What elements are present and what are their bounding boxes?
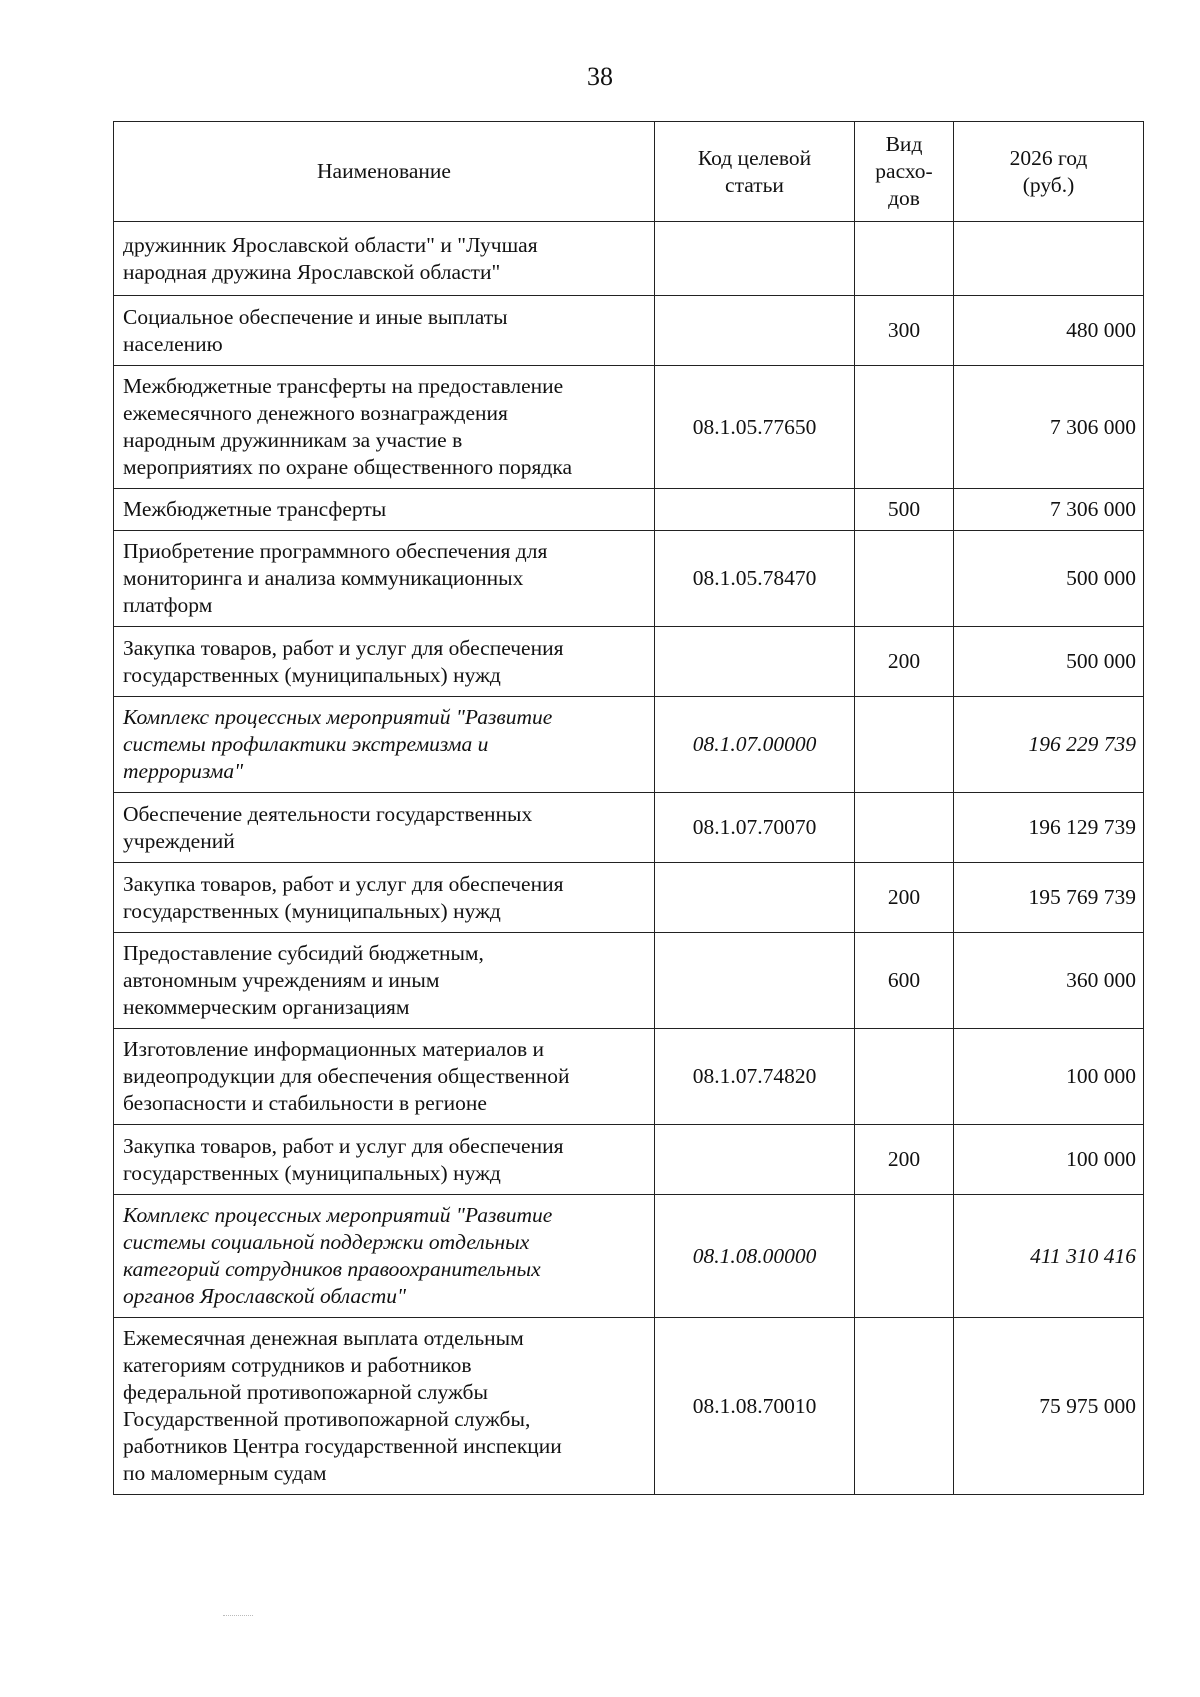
header-code-line: Код целевой [697,145,812,170]
cell-name-line: Социальное обеспечение и иные выплаты [123,304,508,329]
table-row [114,222,1144,296]
cell-name-line: учреждений [123,828,235,853]
cell-kind [855,1195,954,1318]
header-name-text: Наименование [317,159,451,183]
table-row [114,1318,1144,1495]
header-code [655,122,855,222]
cell-sum: 100 000 [954,1125,1144,1195]
cell-name-line: терроризма" [123,759,244,783]
cell-name-line: Закупка товаров, работ и услуг для обеспечения [123,871,564,896]
cell-name-line: мероприятиях по охране общественного порядка [123,455,573,479]
cell-name-line: органов Ярославской области" [123,1284,407,1308]
cell-name-line: работников Центра государственной инспекции [123,1434,562,1458]
cell-name-line: некоммерческим организациям [123,995,410,1019]
cell-name-line: автономным учреждениям и иным [123,968,440,992]
cell-name-line: Межбюджетные трансферты [123,497,387,521]
table-row [114,627,1144,697]
cell-code: 08.1.05.77650 [655,366,855,489]
cell-kind: 200 [855,1125,954,1195]
cell-name-line: дружинник Ярославской области" и "Лучшая [123,232,538,257]
cell-kind [855,793,954,863]
cell-code [655,222,855,296]
budget-table [113,121,1144,1495]
cell-name [114,366,655,489]
cell-kind: 200 [855,627,954,697]
cell-name [114,793,655,863]
cell-kind: 500 [855,489,954,531]
cell-code [655,627,855,697]
cell-name-line: народным дружинникам за участие в [123,428,463,452]
header-sum [954,122,1144,222]
cell-name-line: Закупка товаров, работ и услуг для обеспечения [123,635,564,660]
cell-name-line: категорий сотрудников правоохранительных [123,1257,541,1281]
cell-sum: 480 000 [954,296,1144,366]
table-row [114,697,1144,793]
cell-name-line: народная дружина Ярославской области" [123,259,501,284]
cell-name [114,1029,655,1125]
table-row [114,489,1144,531]
cell-code [655,933,855,1029]
cell-name-line: ежемесячного денежного вознаграждения [123,401,508,425]
cell-kind: 300 [855,296,954,366]
cell-kind: 600 [855,933,954,1029]
table-row [114,531,1144,627]
page-number: 38 [587,62,613,91]
cell-sum [954,222,1144,296]
cell-name [114,531,655,627]
header-sum-line: 2026 год [1009,145,1088,170]
header-sum-line: (руб.) [1022,172,1075,197]
cell-name [114,296,655,366]
cell-name-line: видеопродукции для обеспечения общественной [123,1064,570,1088]
scan-artifact [223,1615,253,1618]
cell-kind [855,531,954,627]
cell-name-line: государственных (муниципальных) нужд [123,1160,501,1185]
cell-code: 08.1.07.00000 [655,697,855,793]
table-row [114,1195,1144,1318]
table-row [114,296,1144,366]
cell-sum: 500 000 [954,627,1144,697]
header-kind-line: Вид [885,132,923,156]
cell-sum: 100 000 [954,1029,1144,1125]
header-code-line: статьи [725,172,784,197]
cell-code: 08.1.07.70070 [655,793,855,863]
cell-sum: 7 306 000 [954,489,1144,531]
cell-name-line: Комплекс процессных мероприятий "Развитие [123,1203,553,1227]
cell-name-line: платформ [123,593,213,617]
cell-kind: 200 [855,863,954,933]
cell-name [114,1318,655,1495]
cell-name-line: Изготовление информационных материалов и [123,1037,545,1061]
cell-code [655,863,855,933]
cell-name-line: Ежемесячная денежная выплата отдельным [123,1326,524,1350]
cell-kind [855,222,954,296]
cell-name-line: мониторинга и анализа коммуникационных [123,566,524,590]
cell-name-line: государственных (муниципальных) нужд [123,898,501,923]
cell-name-line: Обеспечение деятельности государственных [123,801,533,826]
cell-kind [855,1029,954,1125]
cell-name-line: Приобретение программного обеспечения для [123,539,548,563]
cell-name [114,627,655,697]
cell-code: 08.1.08.70010 [655,1318,855,1495]
header-name [114,122,655,222]
header-kind-line: дов [888,186,920,210]
cell-name-line: категориям сотрудников и работников [123,1353,472,1377]
table-body [114,222,1144,1495]
cell-name [114,222,655,296]
table-row [114,1029,1144,1125]
cell-name-line: государственных (муниципальных) нужд [123,662,501,687]
cell-sum: 196 229 739 [954,697,1144,793]
table-row [114,933,1144,1029]
cell-name-line: федеральной противопожарной службы [123,1380,488,1404]
cell-sum: 500 000 [954,531,1144,627]
cell-code [655,1125,855,1195]
cell-name [114,489,655,531]
cell-name [114,933,655,1029]
cell-name [114,863,655,933]
cell-code [655,489,855,531]
cell-sum: 196 129 739 [954,793,1144,863]
cell-sum: 411 310 416 [954,1195,1144,1318]
cell-name-line: безопасности и стабильности в регионе [123,1091,487,1115]
cell-name-line: Предоставление субсидий бюджетным, [123,941,484,965]
cell-name-line: Закупка товаров, работ и услуг для обеспечения [123,1133,564,1158]
cell-sum: 75 975 000 [954,1318,1144,1495]
cell-sum: 7 306 000 [954,366,1144,489]
cell-name-line: Комплекс процессных мероприятий "Развитие [123,705,553,729]
header-kind [855,122,954,222]
cell-sum: 195 769 739 [954,863,1144,933]
cell-name-line: по маломерным судам [123,1461,327,1485]
cell-code [655,296,855,366]
cell-name [114,1125,655,1195]
cell-kind [855,366,954,489]
cell-code: 08.1.07.74820 [655,1029,855,1125]
table-row [114,793,1144,863]
cell-sum: 360 000 [954,933,1144,1029]
cell-name-line: системы социальной поддержки отдельных [123,1230,530,1254]
header-kind-line: расхо- [875,159,933,183]
cell-name-line: системы профилактики экстремизма и [123,732,489,756]
cell-name-line: населению [123,331,223,356]
cell-kind [855,697,954,793]
cell-name-line: Государственной противопожарной службы, [123,1407,531,1431]
cell-name-line: Межбюджетные трансферты на предоставление [123,374,564,398]
cell-code: 08.1.08.00000 [655,1195,855,1318]
table-header [114,122,1144,222]
cell-code: 08.1.05.78470 [655,531,855,627]
cell-name [114,697,655,793]
cell-name [114,1195,655,1318]
table-row [114,1125,1144,1195]
table-row [114,366,1144,489]
cell-kind [855,1318,954,1495]
table-row [114,863,1144,933]
